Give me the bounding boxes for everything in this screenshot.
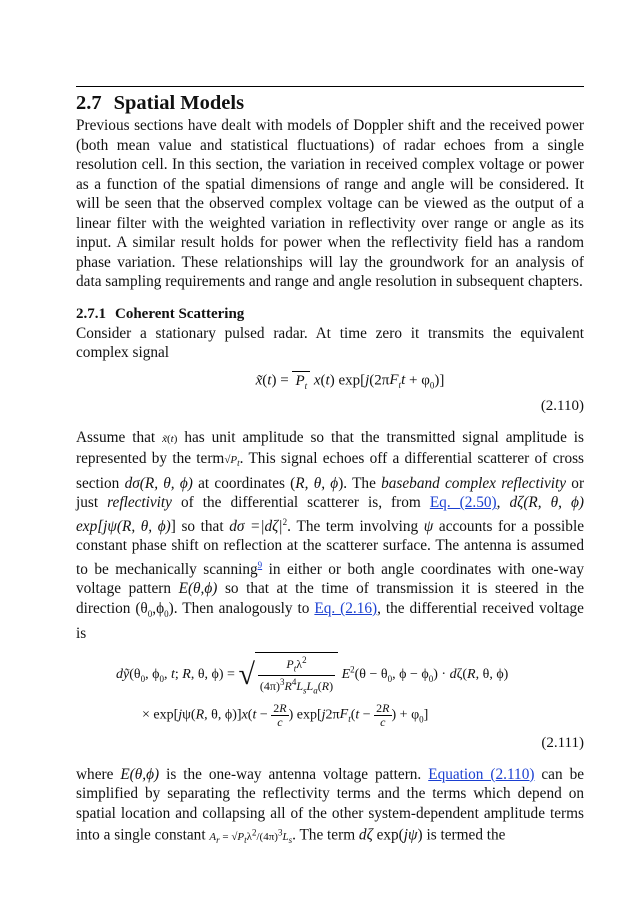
section-heading [76, 86, 584, 116]
paragraph-intro: Previous sections have dealt with models of Doppler shift and the received power (both mean value and statistical fluctuations) of radar echoes from a single resolution cell. In this section, the variation in received complex voltage or power as a function of the spatial dimensions of range and angle will be considered. It will be seen that the observed complex voltage can be viewed as the output of a linear filter with the weighted variation in reflectivity over range or angle as its input. A similar result holds for power when the reflectivity field has a random phase variation. These relationships will lay the groundwork for an analysis of data sampling requirements and range and angle resolution in subsequent chapters. [76, 117, 584, 290]
paragraph-where: where E(θ,ϕ) is the one-way antenna voltage pattern. Equation (2.110) can be simplified by separating the reflectivity terms and the terms which depend on spatial location and collapsing all of the other system-dependent amplitude terms into a single constant $A_r = √P_t\lambda^2/(4\pi)^3L_s$. The term dζ exp(jψ) is termed the [76, 765, 585, 846]
equation-2-111-line2: × exp[jψ(R, θ, ϕ)]x(t − $\frac{2R}{c}$ ) $\exp[j2\pi F_t(t$ − $\frac{2R}{c}$ ) + $\varphi_0$] [142, 700, 429, 729]
section-title: Spatial Models [113, 92, 245, 114]
equation-2-111-line1: $dỹ(\theta_0$, $\phi_0$, t; R, θ, ϕ) = √ $\frac{P_t\lambda^2}{(4\pi)^3R^4L_sL_a(R)}$ $E^2(\theta - \theta_0$, $\phi - \phi_0) \cdot d\zeta(R$, θ, ϕ) [76, 652, 584, 698]
equation-2-110-block [76, 371, 584, 416]
section-number: 2.7 [76, 92, 102, 114]
page-content [76, 86, 584, 851]
paragraph-consider: Consider a stationary pulsed radar. At time zero it transmits the equivalent complex signal [76, 324, 584, 361]
subsection-heading [76, 304, 584, 324]
inline-signal-symbol: x̃(t) [162, 432, 178, 445]
equation-2-110-number: (2.110) [540, 397, 584, 414]
equation-2-111-block [76, 652, 584, 753]
subsection-title: Coherent Scattering [115, 305, 245, 322]
inline-constant-symbol: $A_r = √P_t\lambda^2/(4\pi)^3L_s$ [209, 827, 293, 846]
link-eq-2-16[interactable]: Eq. (2.16) [314, 599, 378, 617]
equation-2-110: x̃(t) = $P_t$ x(t) $\exp[j(2\pi F_tt + \varphi_0)]$ [255, 371, 445, 391]
inline-amplitude-symbol: $√P_t$ [224, 454, 240, 469]
equation-2-111-number: (2.111) [541, 734, 584, 751]
paragraph-assume: Assume that x̃(t) has unit amplitude so that the transmitted signal amplitude is represented by the $term√P_t$. This signal echoes off a differential scatterer of cross section dσ(R, θ, ϕ) at coordinates (R, θ, ϕ). The baseband complex reflectivity or just reflectivity of the differential scatterer is, from Eq. (2.50), dζ(R, θ, ϕ) exp[jψ(R, θ, ϕ)] so that $d\sigma =|d\zeta|^2$. The term involving ψ accounts for a possible constant phase shift on reflection at the scatterer surface. The antenna is assumed to be mechanically scanning$^9$ in either or both angle coordinates with one-way voltage pattern E(θ,ϕ) so that at the time of transmission it is steered in the direction $(\theta_0,\phi_0)$. Then analogously to Eq. (2.16), the differential received voltage is [76, 428, 585, 643]
link-eq-2-50[interactable]: Eq. (2.50) [429, 494, 497, 512]
subsection-number: 2.7.1 [76, 305, 106, 322]
footnote-link[interactable]: 9 [257, 559, 263, 570]
link-equation-2-110[interactable]: Equation (2.110) [428, 765, 535, 783]
